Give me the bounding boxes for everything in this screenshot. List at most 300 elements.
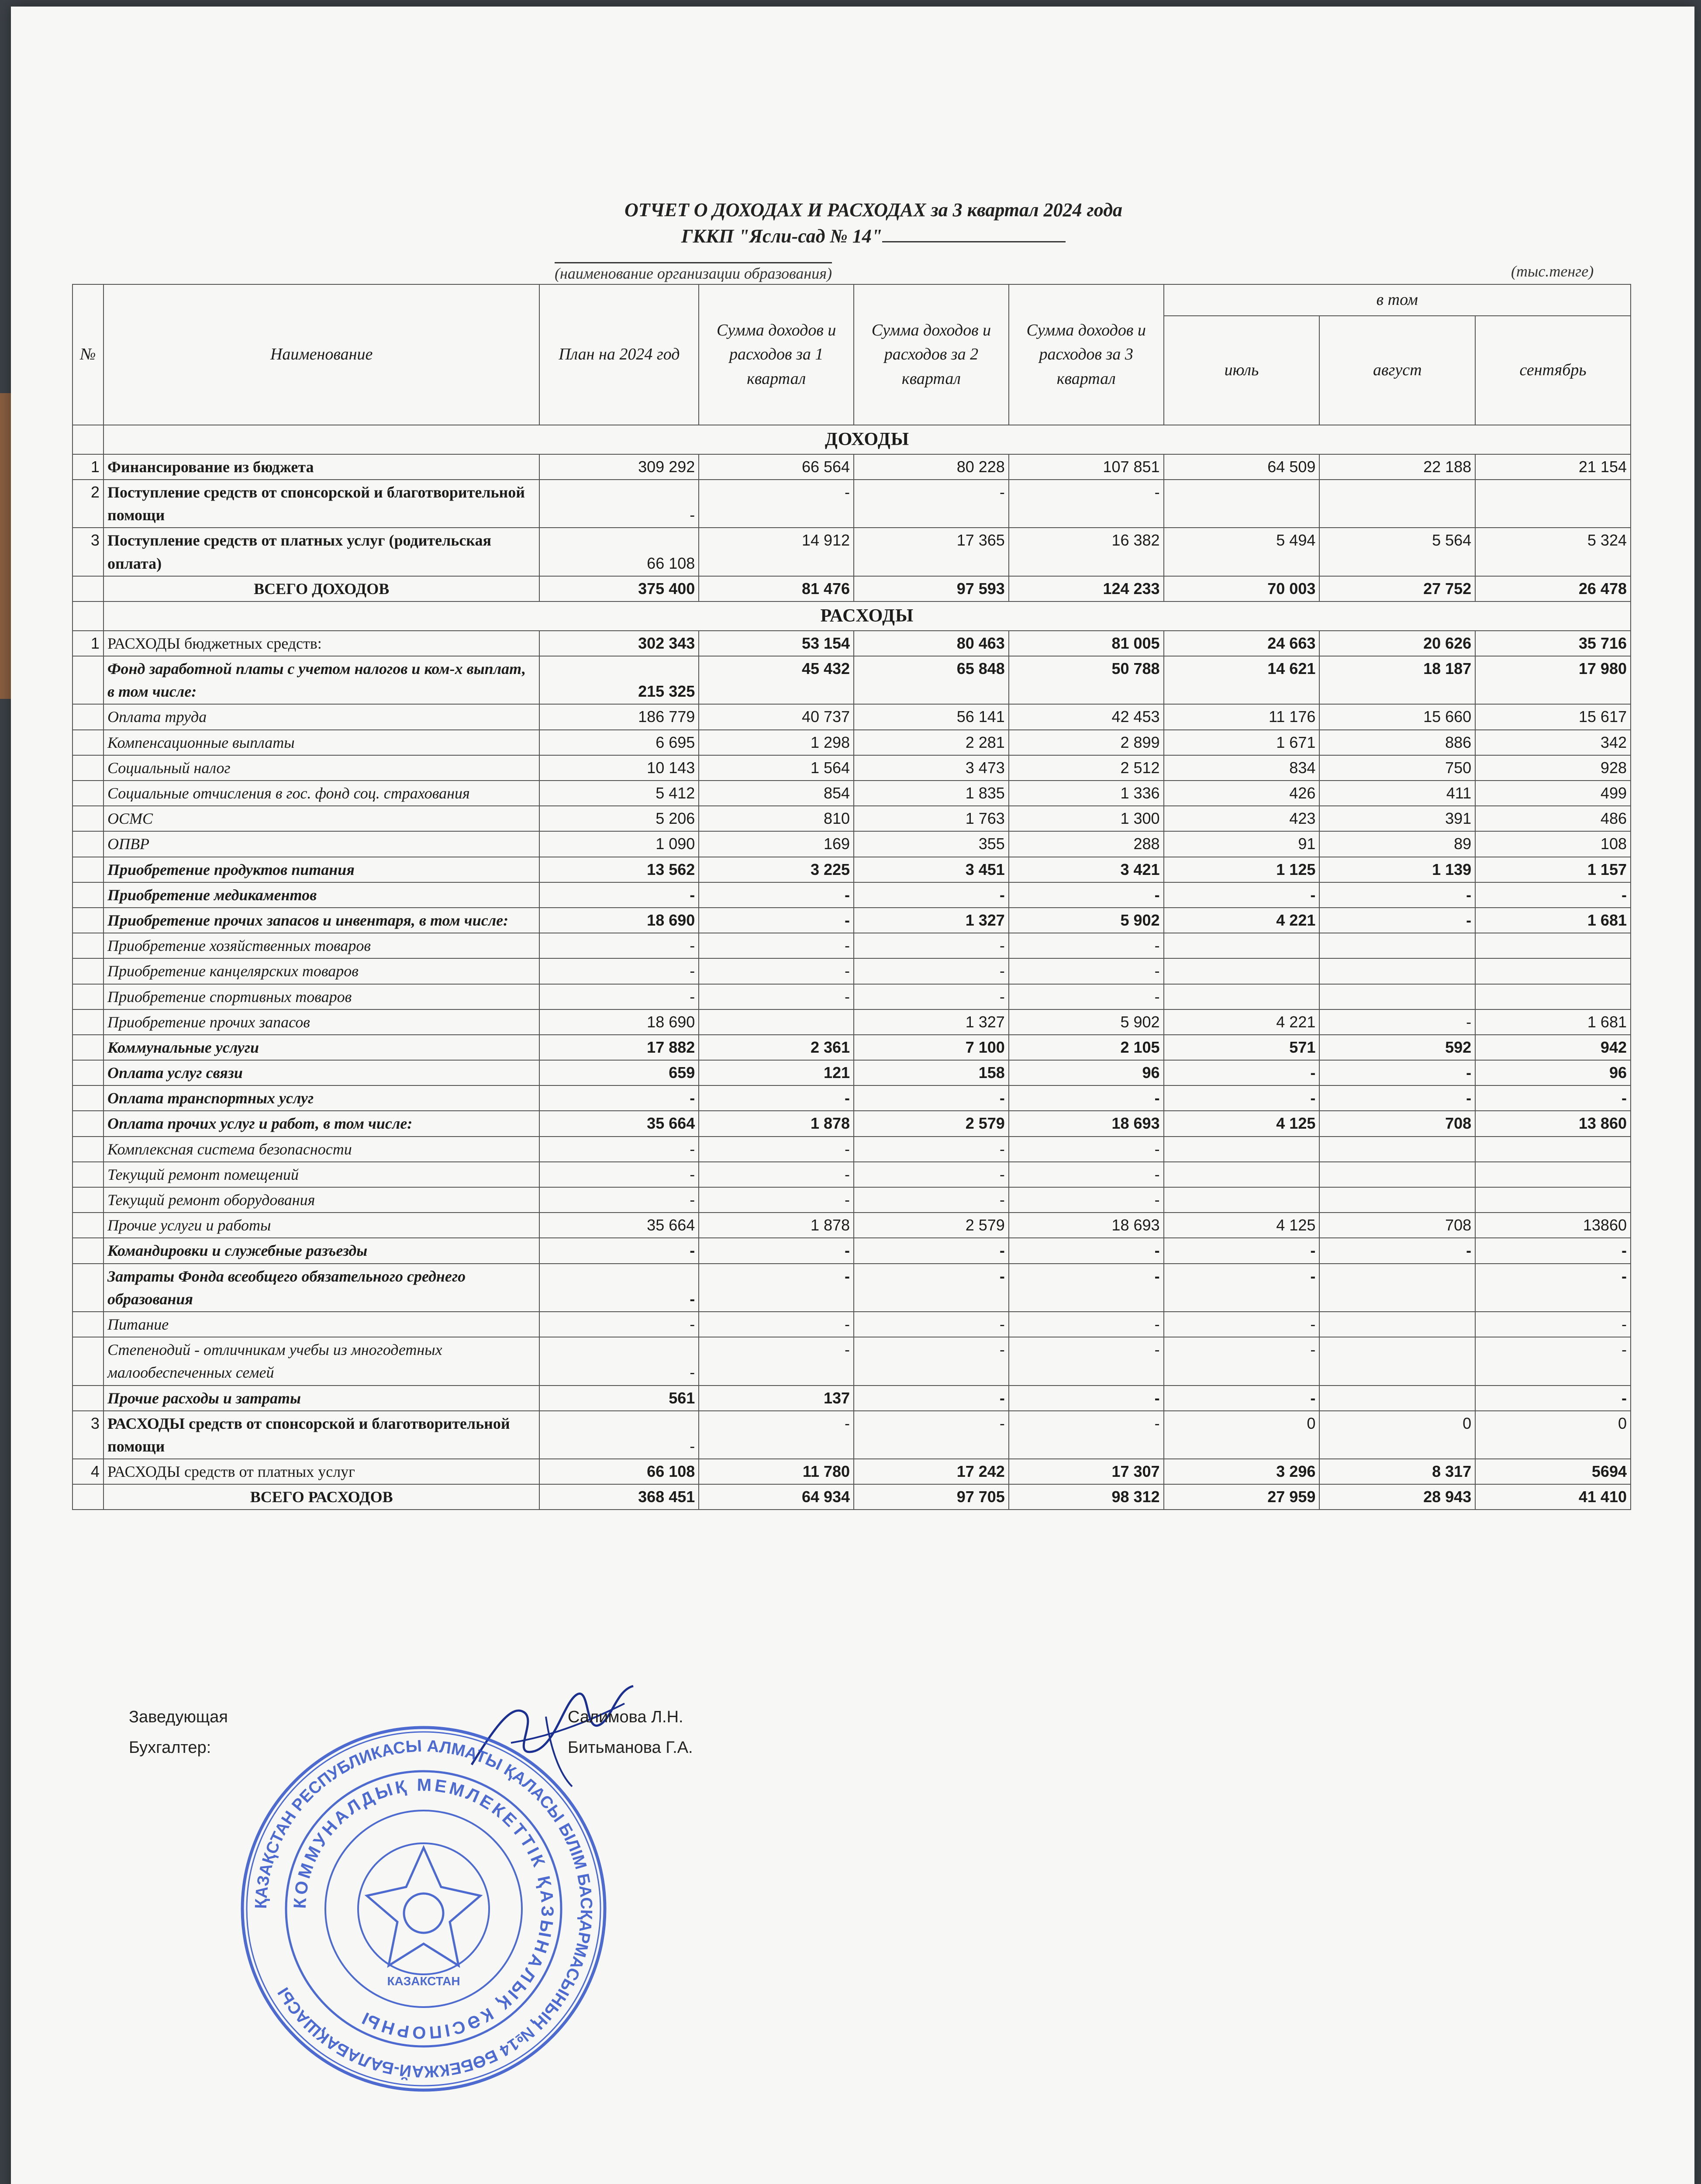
value-plan: - — [539, 480, 699, 528]
value-july: - — [1164, 1238, 1320, 1263]
value-q2: - — [854, 1312, 1009, 1337]
value-july: 4 125 — [1164, 1111, 1320, 1136]
value-august — [1319, 1264, 1475, 1312]
table-row — [72, 1386, 1631, 1411]
value-q3: - — [1009, 1137, 1164, 1162]
value-september — [1475, 1137, 1631, 1162]
row-number — [72, 1060, 104, 1085]
value-q3: 1 300 — [1009, 806, 1164, 831]
organization-name — [480, 225, 1266, 247]
table-row — [72, 781, 1631, 806]
row-number — [72, 857, 104, 882]
table-row — [72, 857, 1631, 882]
value-september — [1475, 480, 1631, 528]
table-row — [72, 528, 1631, 576]
row-name: Социальный налог — [104, 755, 539, 781]
table-row — [72, 1009, 1631, 1035]
value-september: 108 — [1475, 831, 1631, 857]
value-august: - — [1319, 1060, 1475, 1085]
row-number — [72, 1386, 104, 1411]
value-july: 571 — [1164, 1035, 1320, 1060]
value-q1: 121 — [699, 1060, 854, 1085]
row-number — [72, 704, 104, 729]
value-july — [1164, 480, 1320, 528]
value-august: 0 — [1319, 1411, 1475, 1459]
value-september: - — [1475, 1337, 1631, 1385]
row-number — [72, 755, 104, 781]
value-plan: - — [539, 1137, 699, 1162]
value-july: 4 221 — [1164, 1009, 1320, 1035]
value-q1: 66 564 — [699, 454, 854, 480]
value-q1: 169 — [699, 831, 854, 857]
value-august — [1319, 933, 1475, 958]
table-row — [72, 1459, 1631, 1484]
value-q3: - — [1009, 1386, 1164, 1411]
value-september: 96 — [1475, 1060, 1631, 1085]
section-expenses — [72, 601, 1631, 631]
header-q3: Сумма доходов и расходов за 3 квартал — [1009, 284, 1164, 425]
value-q3: 2 512 — [1009, 755, 1164, 781]
row-name: Приобретение медикаментов — [104, 882, 539, 908]
row-name: Оплата труда — [104, 704, 539, 729]
value-plan: - — [539, 1411, 699, 1459]
value-september: 21 154 — [1475, 454, 1631, 480]
value-plan: - — [539, 882, 699, 908]
value-q1: 3 225 — [699, 857, 854, 882]
value-september: - — [1475, 1386, 1631, 1411]
value-august: - — [1319, 1085, 1475, 1111]
table-row — [72, 480, 1631, 528]
value-july: - — [1164, 1337, 1320, 1385]
row-name: Приобретение хозяйственных товаров — [104, 933, 539, 958]
value-q2: - — [854, 1386, 1009, 1411]
row-number — [72, 656, 104, 704]
value-q1: 854 — [699, 781, 854, 806]
value-q3: - — [1009, 958, 1164, 984]
value-september: 928 — [1475, 755, 1631, 781]
accountant-role: Бухгалтер: — [129, 1738, 211, 1757]
row-number — [72, 730, 104, 755]
value-q3: 98 312 — [1009, 1484, 1164, 1510]
value-plan: 659 — [539, 1060, 699, 1085]
value-july — [1164, 1137, 1320, 1162]
value-q1: 45 432 — [699, 656, 854, 704]
table-row — [72, 1213, 1631, 1238]
value-september: 26 478 — [1475, 576, 1631, 601]
value-august: 5 564 — [1319, 528, 1475, 576]
value-august: 20 626 — [1319, 631, 1475, 656]
value-q3: 50 788 — [1009, 656, 1164, 704]
value-september: - — [1475, 1312, 1631, 1337]
row-name: РАСХОДЫ средств от спонсорской и благотворительной помощи — [104, 1411, 539, 1459]
value-q1: - — [699, 984, 854, 1009]
row-name: Прочие расходы и затраты — [104, 1386, 539, 1411]
value-july: - — [1164, 1264, 1320, 1312]
value-q1: 1 878 — [699, 1213, 854, 1238]
value-q3: - — [1009, 933, 1164, 958]
value-august: 8 317 — [1319, 1459, 1475, 1484]
row-number: 3 — [72, 1411, 104, 1459]
row-number — [72, 1264, 104, 1312]
row-number — [72, 1162, 104, 1187]
row-name: Оплата прочих услуг и работ, в том числе: — [104, 1111, 539, 1136]
value-q1: - — [699, 1337, 854, 1385]
value-q1: 1 564 — [699, 755, 854, 781]
row-number — [72, 1137, 104, 1162]
value-august — [1319, 480, 1475, 528]
table-row — [72, 831, 1631, 857]
value-plan: 18 690 — [539, 1009, 699, 1035]
value-august: 28 943 — [1319, 1484, 1475, 1510]
value-plan: - — [539, 1162, 699, 1187]
value-august: 592 — [1319, 1035, 1475, 1060]
table-row — [72, 1162, 1631, 1187]
value-q1: - — [699, 882, 854, 908]
value-plan: - — [539, 1264, 699, 1312]
row-name: РАСХОДЫ средств от платных услуг — [104, 1459, 539, 1484]
table-row — [72, 806, 1631, 831]
row-name: Комплексная система безопасности — [104, 1137, 539, 1162]
header-august: август — [1319, 316, 1475, 425]
row-name: Поступление средств от платных услуг (родительская оплата) — [104, 528, 539, 576]
value-july: 4 125 — [1164, 1213, 1320, 1238]
value-plan: 186 779 — [539, 704, 699, 729]
row-name: Приобретение спортивных товаров — [104, 984, 539, 1009]
row-number: 1 — [72, 454, 104, 480]
value-q2: - — [854, 1137, 1009, 1162]
row-number — [72, 1035, 104, 1060]
value-august — [1319, 1187, 1475, 1213]
value-q3: - — [1009, 1312, 1164, 1337]
table-row — [72, 958, 1631, 984]
value-plan: 13 562 — [539, 857, 699, 882]
table-row — [72, 933, 1631, 958]
value-august — [1319, 1162, 1475, 1187]
value-q2: 17 365 — [854, 528, 1009, 576]
value-plan: 6 695 — [539, 730, 699, 755]
table-row — [72, 631, 1631, 656]
value-q2: - — [854, 1187, 1009, 1213]
value-september — [1475, 984, 1631, 1009]
value-september: 35 716 — [1475, 631, 1631, 656]
row-name: Финансирование из бюджета — [104, 454, 539, 480]
table-row — [72, 755, 1631, 781]
value-q2: - — [854, 1162, 1009, 1187]
value-august: 708 — [1319, 1111, 1475, 1136]
row-name: Текущий ремонт оборудования — [104, 1187, 539, 1213]
value-q3: 1 336 — [1009, 781, 1164, 806]
value-july: 70 003 — [1164, 576, 1320, 601]
value-q3: - — [1009, 1411, 1164, 1459]
value-september: 0 — [1475, 1411, 1631, 1459]
value-july: 64 509 — [1164, 454, 1320, 480]
value-plan: 309 292 — [539, 454, 699, 480]
value-september: 15 617 — [1475, 704, 1631, 729]
value-q3: - — [1009, 1162, 1164, 1187]
organization-underline — [882, 228, 1066, 242]
value-q2: 2 281 — [854, 730, 1009, 755]
value-q1: 40 737 — [699, 704, 854, 729]
value-september — [1475, 958, 1631, 984]
value-q2: 97 705 — [854, 1484, 1009, 1510]
value-september — [1475, 1162, 1631, 1187]
value-september — [1475, 1187, 1631, 1213]
table-row — [72, 1137, 1631, 1162]
value-q2: - — [854, 1238, 1009, 1263]
row-name: Приобретение прочих запасов — [104, 1009, 539, 1035]
value-q2: - — [854, 882, 1009, 908]
header-including: в том — [1164, 284, 1631, 316]
row-name: Оплата транспортных услуг — [104, 1085, 539, 1111]
row-number — [72, 984, 104, 1009]
value-plan: 5 412 — [539, 781, 699, 806]
value-august — [1319, 1337, 1475, 1385]
row-name: Компенсационные выплаты — [104, 730, 539, 755]
value-q2: 97 593 — [854, 576, 1009, 601]
value-q1: - — [699, 1312, 854, 1337]
table-row — [72, 908, 1631, 933]
row-number — [72, 1484, 104, 1510]
value-plan: 1 090 — [539, 831, 699, 857]
value-q1: - — [699, 1264, 854, 1312]
svg-text:КОММУНАЛДЫҚ МЕМЛЕКЕТТІК ҚАЗЫНА — [290, 1776, 557, 2042]
value-q1: 11 780 — [699, 1459, 854, 1484]
header-name: Наименование — [104, 284, 539, 425]
value-q2: 65 848 — [854, 656, 1009, 704]
table-row — [72, 1312, 1631, 1337]
value-september: 17 980 — [1475, 656, 1631, 704]
value-july: 4 221 — [1164, 908, 1320, 933]
value-q2: - — [854, 1337, 1009, 1385]
section-title: ДОХОДЫ — [104, 425, 1631, 454]
value-august: 15 660 — [1319, 704, 1475, 729]
value-q1 — [699, 1009, 854, 1035]
value-plan: 66 108 — [539, 528, 699, 576]
value-q2: 1 327 — [854, 908, 1009, 933]
row-name: Приобретение продуктов питания — [104, 857, 539, 882]
value-q3: - — [1009, 1264, 1164, 1312]
value-august: 1 139 — [1319, 857, 1475, 882]
value-august: 411 — [1319, 781, 1475, 806]
value-july: 91 — [1164, 831, 1320, 857]
value-q1: - — [699, 1162, 854, 1187]
value-q2: 1 763 — [854, 806, 1009, 831]
value-q3: 42 453 — [1009, 704, 1164, 729]
row-name: Приобретение канцелярских товаров — [104, 958, 539, 984]
value-august — [1319, 984, 1475, 1009]
value-plan: 368 451 — [539, 1484, 699, 1510]
value-plan: 561 — [539, 1386, 699, 1411]
row-name: Текущий ремонт помещений — [104, 1162, 539, 1187]
table-row — [72, 454, 1631, 480]
value-august: 391 — [1319, 806, 1475, 831]
value-july: 834 — [1164, 755, 1320, 781]
official-stamp — [236, 1721, 611, 2097]
value-q2: 355 — [854, 831, 1009, 857]
row-number — [72, 1337, 104, 1385]
row-name: Затраты Фонда всеобщего обязательного среднего образования — [104, 1264, 539, 1312]
value-q2: 2 579 — [854, 1111, 1009, 1136]
value-plan: 18 690 — [539, 908, 699, 933]
value-july: 0 — [1164, 1411, 1320, 1459]
value-q3: 96 — [1009, 1060, 1164, 1085]
value-august: 22 188 — [1319, 454, 1475, 480]
header-plan: План на 2024 год — [539, 284, 699, 425]
value-july: - — [1164, 1085, 1320, 1111]
value-august: - — [1319, 1009, 1475, 1035]
value-plan: - — [539, 933, 699, 958]
value-plan: - — [539, 1238, 699, 1263]
value-q2: - — [854, 1264, 1009, 1312]
value-q2: 158 — [854, 1060, 1009, 1085]
value-q3: 17 307 — [1009, 1459, 1164, 1484]
value-q3: 3 421 — [1009, 857, 1164, 882]
row-number — [72, 1312, 104, 1337]
value-q1: - — [699, 1137, 854, 1162]
value-plan: 375 400 — [539, 576, 699, 601]
value-july: 1 125 — [1164, 857, 1320, 882]
table-row — [72, 704, 1631, 729]
value-july: - — [1164, 1312, 1320, 1337]
value-plan: 17 882 — [539, 1035, 699, 1060]
row-name: Командировки и служебные разъезды — [104, 1238, 539, 1263]
value-q1: - — [699, 908, 854, 933]
value-q1: 64 934 — [699, 1484, 854, 1510]
header-q1: Сумма доходов и расходов за 1 квартал — [699, 284, 854, 425]
value-q3: 5 902 — [1009, 908, 1164, 933]
value-q3: 16 382 — [1009, 528, 1164, 576]
row-number: 2 — [72, 480, 104, 528]
value-july — [1164, 1187, 1320, 1213]
value-q1: 81 476 — [699, 576, 854, 601]
table-row — [72, 882, 1631, 908]
value-q3: - — [1009, 882, 1164, 908]
row-name: ВСЕГО ДОХОДОВ — [104, 576, 539, 601]
value-q3: 18 693 — [1009, 1111, 1164, 1136]
value-september: 1 681 — [1475, 908, 1631, 933]
row-name: Поступление средств от спонсорской и благотворительной помощи — [104, 480, 539, 528]
value-q3: - — [1009, 1187, 1164, 1213]
value-plan: - — [539, 984, 699, 1009]
value-plan: 5 206 — [539, 806, 699, 831]
section-num — [72, 601, 104, 631]
value-q2: - — [854, 958, 1009, 984]
row-number: 4 — [72, 1459, 104, 1484]
row-number — [72, 1085, 104, 1111]
value-august: 89 — [1319, 831, 1475, 857]
section-title: РАСХОДЫ — [104, 601, 1631, 631]
value-plan: - — [539, 1187, 699, 1213]
table-row — [72, 1411, 1631, 1459]
row-number — [72, 1111, 104, 1136]
value-q3: - — [1009, 480, 1164, 528]
value-q3: - — [1009, 984, 1164, 1009]
value-september: 499 — [1475, 781, 1631, 806]
value-september: 13 860 — [1475, 1111, 1631, 1136]
value-july: 1 671 — [1164, 730, 1320, 755]
value-september: - — [1475, 882, 1631, 908]
organization-caption: (наименование организации образования) — [555, 262, 832, 283]
value-september: - — [1475, 1264, 1631, 1312]
value-q3: 2 899 — [1009, 730, 1164, 755]
value-september: 1 157 — [1475, 857, 1631, 882]
value-august: 750 — [1319, 755, 1475, 781]
section-num — [72, 425, 104, 454]
total-row — [72, 1484, 1631, 1510]
value-august — [1319, 958, 1475, 984]
row-number — [72, 933, 104, 958]
head-name: Салимова Л.Н. — [568, 1708, 683, 1726]
value-q1: - — [699, 1238, 854, 1263]
value-q2: - — [854, 1411, 1009, 1459]
value-august: 886 — [1319, 730, 1475, 755]
value-q3: 288 — [1009, 831, 1164, 857]
value-august — [1319, 1386, 1475, 1411]
value-q1: - — [699, 1085, 854, 1111]
row-name: Степенодий - отличникам учебы из многодетных малообеспеченных семей — [104, 1337, 539, 1385]
stamp-center-text: КАЗАКСТАН — [387, 1974, 460, 1988]
value-plan: 215 325 — [539, 656, 699, 704]
value-q1: 1 298 — [699, 730, 854, 755]
value-q1: - — [699, 1411, 854, 1459]
table-row — [72, 1264, 1631, 1312]
value-q3: 124 233 — [1009, 576, 1164, 601]
header-july: июль — [1164, 316, 1320, 425]
row-name: ОСМС — [104, 806, 539, 831]
value-august — [1319, 1137, 1475, 1162]
table-row — [72, 1337, 1631, 1385]
value-july: - — [1164, 1386, 1320, 1411]
value-q2: 3 473 — [854, 755, 1009, 781]
value-q1: 14 912 — [699, 528, 854, 576]
row-name: Коммунальные услуги — [104, 1035, 539, 1060]
value-july: 24 663 — [1164, 631, 1320, 656]
value-q3: 2 105 — [1009, 1035, 1164, 1060]
value-q3: 81 005 — [1009, 631, 1164, 656]
value-august: 708 — [1319, 1213, 1475, 1238]
header-num: № — [72, 284, 104, 425]
table-row — [72, 1238, 1631, 1263]
row-name: ВСЕГО РАСХОДОВ — [104, 1484, 539, 1510]
table-row — [72, 1060, 1631, 1085]
value-q1: - — [699, 1187, 854, 1213]
value-plan: 35 664 — [539, 1111, 699, 1136]
row-number — [72, 806, 104, 831]
stamp-outer-text: ҚАЗАҚСТАН РЕСПУБЛИКАСЫ АЛМАТЫ ҚАЛАСЫ БІЛІМ БАСҚАРМАСЫНЫҢ №14 БӨБЕКЖАЙ-БАЛАБАҚШАСЫ — [252, 1737, 596, 2081]
value-plan: - — [539, 1312, 699, 1337]
row-name: Прочие услуги и работы — [104, 1213, 539, 1238]
header-q2: Сумма доходов и расходов за 2 квартал — [854, 284, 1009, 425]
value-q2: 17 242 — [854, 1459, 1009, 1484]
table-row — [72, 1187, 1631, 1213]
value-september: 41 410 — [1475, 1484, 1631, 1510]
report-title: ОТЧЕТ О ДОХОДАХ И РАСХОДАХ за 3 квартал 2024 года — [624, 199, 1123, 221]
value-q1: 1 878 — [699, 1111, 854, 1136]
row-number — [72, 1187, 104, 1213]
value-july: - — [1164, 882, 1320, 908]
value-q2: 56 141 — [854, 704, 1009, 729]
value-plan: - — [539, 958, 699, 984]
value-august: 18 187 — [1319, 656, 1475, 704]
value-september — [1475, 933, 1631, 958]
value-q3: 5 902 — [1009, 1009, 1164, 1035]
table-row — [72, 1035, 1631, 1060]
row-name: ОПВР — [104, 831, 539, 857]
value-september: 486 — [1475, 806, 1631, 831]
value-q3: - — [1009, 1337, 1164, 1385]
row-name: Социальные отчисления в гос. фонд соц. страхования — [104, 781, 539, 806]
value-q1: - — [699, 480, 854, 528]
